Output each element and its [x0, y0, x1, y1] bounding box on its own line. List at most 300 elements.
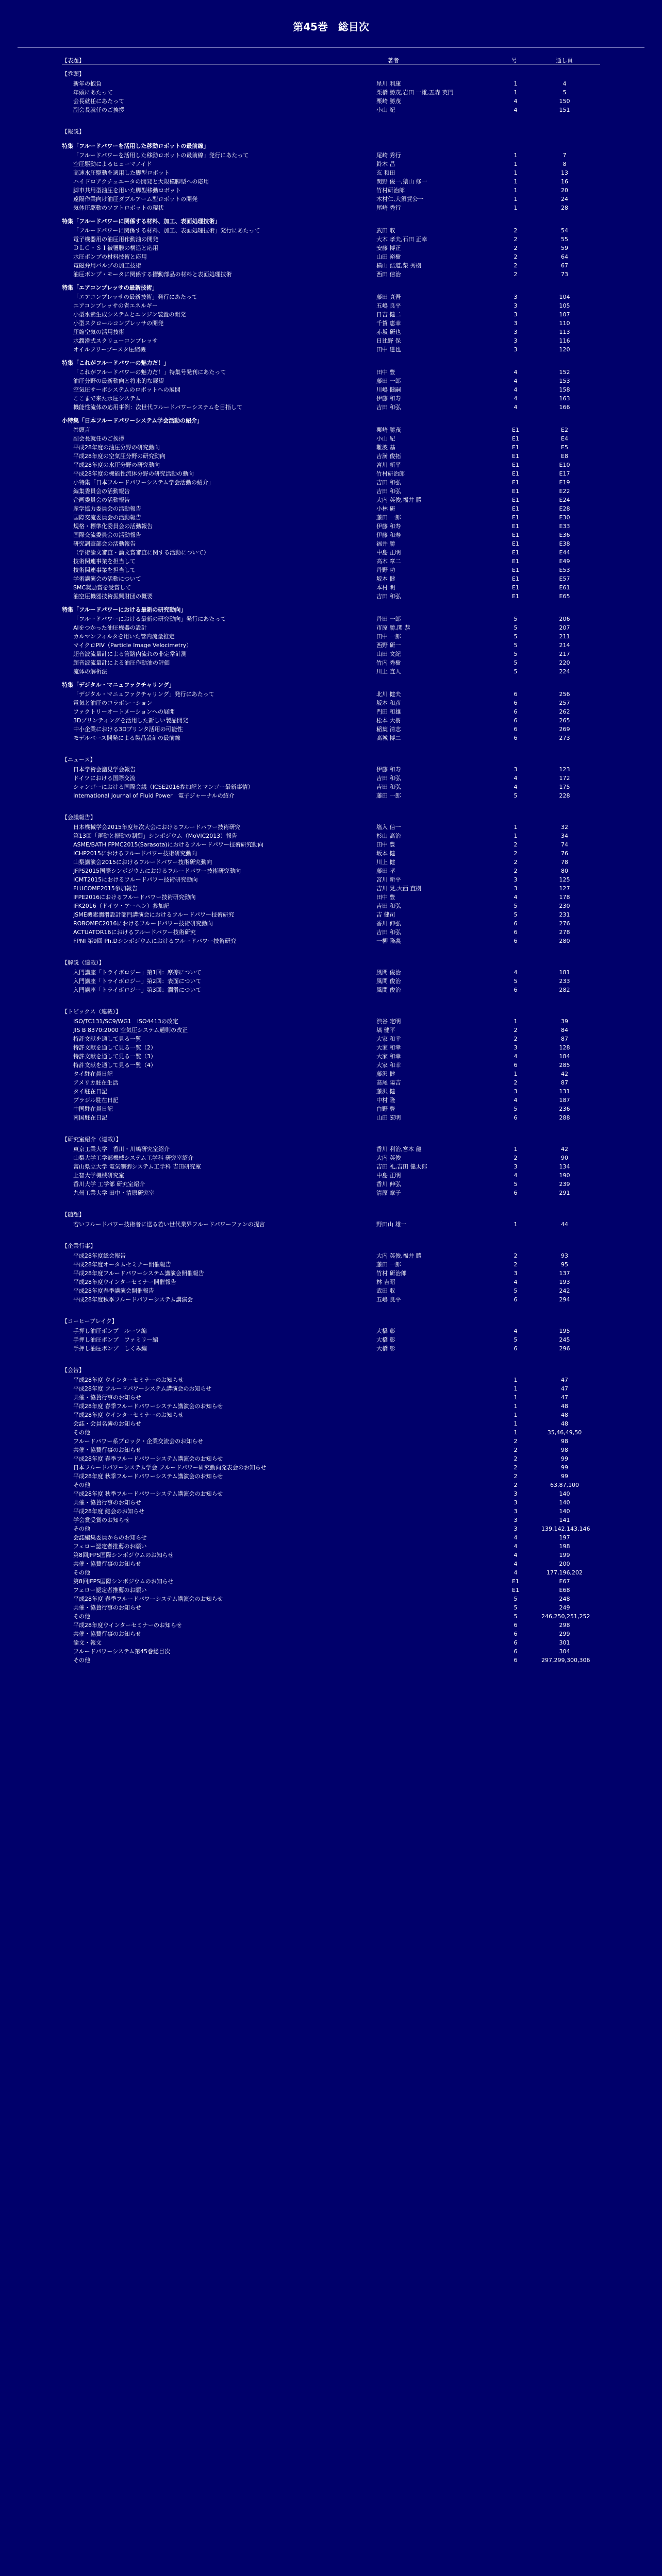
article-title[interactable]: 第13回「運動と振動の制御」シンポジウム（MoVIC2013）報告: [73, 833, 238, 839]
article-title[interactable]: 平成28年度ウインターセミナーのお知らせ: [73, 1622, 182, 1629]
article-author: 伊藤 和寿: [376, 532, 401, 538]
article-title[interactable]: ここまで来た水圧システム: [73, 395, 141, 402]
article-title[interactable]: 日本フルードパワーシステム学会 フルードパワー研究動向発表会のお知らせ: [73, 1464, 267, 1471]
table-row: [62, 1411, 600, 1419]
article-author: 藤沢 健: [376, 1071, 395, 1077]
article-title[interactable]: 小型水素生成システムとエンジン装置の開発: [73, 311, 186, 318]
table-row: [62, 1035, 600, 1043]
table-row: [62, 461, 600, 469]
article-title[interactable]: 平成28年度 ウインターセミナーのお知らせ: [73, 1377, 184, 1383]
article-author: 中村 隆: [376, 1097, 395, 1104]
article-author: 安藤 博正: [376, 245, 401, 251]
article-title[interactable]: 特許文献を通して見る一覧（2）: [73, 1044, 156, 1051]
issue-number: 3: [514, 876, 518, 883]
article-title[interactable]: JFPS2015国際シンポジウムにおけるフルードパワー技術研究動向: [73, 868, 241, 874]
table-row: [62, 79, 600, 88]
article-title[interactable]: AIをつかった油圧機器の設計: [73, 624, 147, 631]
section-heading: 【研究室紹介（連載）】: [62, 1136, 122, 1143]
page-number: 20: [561, 187, 568, 194]
table-row: [62, 1533, 600, 1542]
article-title[interactable]: 論文・報文: [73, 1639, 102, 1646]
article-author: 白野 豊: [376, 1106, 395, 1112]
article-title[interactable]: 特許文献を通して見る一覧（3）: [73, 1053, 156, 1060]
table-row: [62, 160, 600, 168]
article-title[interactable]: ICHP2015におけるフルードパワー技術研究動向: [73, 850, 197, 857]
article-author: 野田山 雄一: [376, 1221, 407, 1228]
article-title[interactable]: 共催・協賛行事のお知らせ: [73, 1394, 141, 1401]
article-title[interactable]: 巻頭言: [73, 427, 90, 433]
article-title[interactable]: その他: [73, 1526, 90, 1532]
article-author: 千賀 恵幸: [376, 320, 401, 327]
issue-number: 2: [514, 868, 518, 874]
table-row: [62, 557, 600, 566]
article-author: 門田 和雄: [376, 708, 401, 715]
article-title[interactable]: 平成28年度 春季フルードパワーシステム講演会のお知らせ: [73, 1596, 223, 1602]
article-title[interactable]: ICMT2015におけるフルードパワー技術研究動向: [73, 876, 198, 883]
article-title[interactable]: 上智大学機械研究室: [73, 1172, 124, 1179]
table-row: [62, 1220, 600, 1229]
issue-number: 2: [514, 1027, 518, 1033]
article-title[interactable]: 「エアコンプレッサの最新技術」発行にあたって: [73, 294, 197, 300]
table-row: [62, 1542, 600, 1551]
article-author: 宮川 新平: [376, 462, 401, 468]
article-title[interactable]: その他: [73, 1657, 90, 1664]
article-title[interactable]: 「フルードパワーに関係する材料、加工、表面処理技術」発行にあたって: [73, 227, 260, 234]
article-title[interactable]: 手押し油圧ポンプ ファミリー編: [73, 1336, 158, 1343]
article-title[interactable]: タイ駐在員日記: [73, 1071, 113, 1077]
issue-number: 6: [514, 691, 518, 698]
article-title[interactable]: 気体圧駆動のソフトロボットの現状: [73, 205, 164, 211]
page-number: 190: [559, 1172, 570, 1179]
article-title[interactable]: 共催・協賛行事のお知らせ: [73, 1447, 141, 1453]
article-title[interactable]: 平成28年度春季講演会開催報告: [73, 1287, 154, 1294]
article-title[interactable]: 第8回JFPS国際シンポジウムのお知らせ: [73, 1552, 174, 1558]
article-title[interactable]: 学会賞受賞のお知らせ: [73, 1517, 130, 1523]
section-heading: 【会告】: [62, 1367, 85, 1374]
article-title[interactable]: 超音波流量計による油圧作動油の評価: [73, 659, 170, 666]
article-title[interactable]: 共催・協賛行事のお知らせ: [73, 1631, 141, 1637]
article-title[interactable]: 脚車共用型油圧を用いた脚型移動ロボット: [73, 187, 181, 194]
issue-number: E1: [512, 497, 519, 503]
article-title[interactable]: 平成28年度の空気圧分野の研究動向: [73, 453, 166, 460]
article-title[interactable]: 超音波流量計による管路内流れの非定常計測: [73, 651, 187, 657]
page-number: 48: [561, 1420, 568, 1427]
page-number: 90: [561, 1155, 568, 1161]
spacer: [62, 114, 600, 123]
article-title[interactable]: オイルフリーブースタ圧縮機: [73, 346, 146, 353]
page-number: 116: [559, 337, 570, 344]
page-number: E67: [559, 1578, 570, 1585]
table-row: [62, 650, 600, 658]
article-title[interactable]: （学術論文審査・論文賞審査に関する活動について）: [73, 549, 209, 556]
section: [62, 69, 600, 123]
article-title[interactable]: フルードパワー系ブロック・企業交流会のお知らせ: [73, 1438, 203, 1445]
page-number: 137: [559, 1270, 570, 1277]
article-title[interactable]: 流体の解析法: [73, 668, 107, 675]
issue-number: 3: [514, 1044, 518, 1051]
page-number: 55: [561, 236, 568, 243]
article-title[interactable]: 富山県立大学 電気制御システム工学科 吉田研究室: [73, 1163, 201, 1170]
page-number: 99: [561, 1455, 568, 1462]
article-title[interactable]: 手押し油圧ポンプ しくみ編: [73, 1345, 147, 1352]
article-title[interactable]: 機能性流体の応用事例：次世代フルードパワーシステムを目指して: [73, 404, 243, 411]
page-number: 48: [561, 1403, 568, 1410]
table-row: [62, 1327, 600, 1335]
table-row: [62, 1647, 600, 1656]
issue-number: 3: [514, 346, 518, 353]
article-title[interactable]: ファクトリーオートメーションへの展開: [73, 708, 175, 715]
article-title[interactable]: 会誌編集委員からのお知らせ: [73, 1534, 147, 1541]
page-number: 228: [559, 792, 570, 799]
article-title[interactable]: 小型スクロールコンプレッサの開発: [73, 320, 164, 327]
article-title[interactable]: 油空圧機器技術振興財団の概要: [73, 593, 153, 600]
page-number: 32: [561, 824, 568, 831]
article-title[interactable]: ドイツにおける国際交流: [73, 775, 136, 782]
page-number: 34: [561, 833, 568, 839]
article-author: 伊藤 和寿: [376, 523, 401, 530]
table-row: [62, 426, 600, 434]
article-title[interactable]: ISO/TC131/SC9/WG1 ISO4413の改定: [73, 1018, 178, 1025]
table-row: [62, 301, 600, 310]
table-row: [62, 377, 600, 385]
article-title[interactable]: その他: [73, 1569, 90, 1576]
article-title[interactable]: 平成28年度 秋季フルードパワーシステム講演会のお知らせ: [73, 1473, 223, 1480]
article-title[interactable]: IFK2016（ドイツ・アーヘン）参加記: [73, 903, 170, 909]
issue-number: 1: [514, 170, 518, 176]
issue-number: 4: [514, 107, 518, 113]
article-author: 田中 豊: [376, 894, 395, 901]
article-title[interactable]: 空気圧サーボシステムのロボットへの展開: [73, 386, 180, 393]
article-title[interactable]: 3Dプリンティングを活用した新しい製品開発: [73, 717, 188, 724]
issue-number: 1: [514, 1018, 518, 1025]
issue-number: 3: [514, 1526, 518, 1532]
issue-number: 4: [514, 1543, 518, 1550]
article-author: 吉 健司: [376, 911, 395, 918]
page-number: 298: [559, 1622, 570, 1629]
issue-number: 2: [514, 1455, 518, 1462]
article-title[interactable]: その他: [73, 1482, 90, 1488]
table-row: [62, 1402, 600, 1411]
table-row: [62, 1393, 600, 1402]
page-number: 140: [559, 1499, 570, 1506]
table-row: [62, 531, 600, 539]
article-title[interactable]: 平成28年度 秋季フルードパワーシステム講演会のお知らせ: [73, 1490, 223, 1497]
table-row: [62, 1586, 600, 1595]
issue-number: 6: [514, 735, 518, 741]
article-title[interactable]: FPNI 第9回 Ph.Dシンポジウムにおけるフルードパワー技術研究: [73, 938, 236, 944]
article-title[interactable]: 平成28年度 総会のお知らせ: [73, 1508, 145, 1515]
issue-number: 2: [514, 1482, 518, 1488]
article-author: 藤沢 健: [376, 1088, 395, 1095]
issue-number: E1: [512, 444, 519, 451]
article-title[interactable]: 共催・協賛行事のお知らせ: [73, 1561, 141, 1567]
article-title[interactable]: 「フルードパワーを活用した移動ロボットの最前線」発行にあたって: [73, 152, 249, 159]
table-row: [62, 977, 600, 986]
table-row: [62, 1516, 600, 1524]
article-title[interactable]: 入門講座「トライボロジー」第3回：潤滑について: [73, 987, 202, 993]
issue-number: 1: [514, 89, 518, 96]
article-title[interactable]: 国際交流委員会の活動報告: [73, 514, 141, 521]
article-title[interactable]: 「デジタル・マニュファクチャリング」発行にあたって: [73, 691, 214, 698]
page-number: E17: [559, 470, 570, 477]
article-title[interactable]: 中小企業における3Dプリンタ活用の可能性: [73, 726, 183, 733]
section-heading: 【解説（連載）】: [62, 959, 105, 966]
table-row: [62, 774, 600, 783]
article-title[interactable]: 企画委員会の活動報告: [73, 497, 130, 503]
table-row: [62, 884, 600, 893]
article-title[interactable]: JSME機素潤滑設計部門講演会におけるフルードパワー技術研究: [73, 911, 235, 918]
article-author: 大家 和幸: [376, 1036, 401, 1042]
table-row: [62, 1017, 600, 1026]
article-title[interactable]: ＤＬＣ・ＳＩ被覆膜の構造と応用: [73, 245, 158, 251]
article-title[interactable]: カルマンフィルタを用いた管内流量推定: [73, 633, 175, 640]
table-row: [62, 910, 600, 919]
issue-number: 4: [514, 894, 518, 901]
article-title[interactable]: 平成28年度フルードパワーシステム講演会開催報告: [73, 1270, 205, 1277]
article-title[interactable]: International Journal of Fluid Power 電子ジャーナルの紹介: [73, 792, 235, 799]
article-title[interactable]: 研究調査部会の活動報告: [73, 540, 136, 547]
article-title[interactable]: SMC奨励賞を受賞して: [73, 584, 131, 591]
article-title[interactable]: 特許文献を通して見る一覧（4）: [73, 1062, 156, 1069]
article-title[interactable]: 平成28年度の機能性流体分野の研究活動の動向: [73, 470, 194, 477]
article-title[interactable]: モデルベース開発による製品設計の最前線: [73, 735, 180, 741]
article-author: 山田 文紀: [376, 651, 401, 657]
table-row: [62, 319, 600, 328]
issue-number: 1: [514, 1146, 518, 1153]
issue-number: 3: [514, 337, 518, 344]
article-title[interactable]: 編集委員会の活動報告: [73, 488, 130, 495]
issue-number: E1: [512, 479, 519, 486]
article-title[interactable]: タイ駐在日記: [73, 1088, 107, 1095]
page-number: 239: [559, 1181, 570, 1188]
spacer: [62, 945, 600, 954]
article-title[interactable]: 特許文献を通して見る一覧: [73, 1036, 141, 1042]
table-row: [62, 875, 600, 884]
page-number: 262: [559, 708, 570, 715]
article-author: 日比野 保: [376, 337, 401, 344]
article-title[interactable]: 平成28年度 春季フルードパワーシステム講演会のお知らせ: [73, 1403, 223, 1410]
article-title[interactable]: ASME/BATH FPMC2015(Sarasota)におけるフルードパワー技術研究動向: [73, 841, 263, 848]
section: [62, 812, 600, 954]
page-number: E49: [559, 558, 570, 565]
article-title[interactable]: 水圧ポンプの材料技術と応用: [73, 253, 147, 260]
table-row: [62, 1463, 600, 1472]
article-title[interactable]: その他: [73, 1613, 90, 1620]
article-title[interactable]: 電気と油圧のコラボレーション: [73, 700, 153, 706]
article-title[interactable]: 空圧駆動によるヒューマノイド: [73, 161, 152, 167]
article-author: 大家 和幸: [376, 1062, 401, 1069]
issue-number: 3: [514, 320, 518, 327]
article-title[interactable]: 東京工業大学 香川・川嶋研究室紹介: [73, 1146, 170, 1153]
article-author: 松本 大樹: [376, 717, 401, 724]
article-title[interactable]: 平成28年度秋季フルードパワーシステム講演会: [73, 1296, 193, 1303]
article-title[interactable]: 平成28年度 ウインターセミナーのお知らせ: [73, 1412, 184, 1418]
article-author: 五嶋 良平: [376, 302, 401, 309]
article-title[interactable]: JIS B 8370:2000 空気圧システム通則の改正: [73, 1027, 188, 1033]
issue-number: 1: [514, 187, 518, 194]
table-row: [62, 539, 600, 548]
table-row: [62, 1621, 600, 1630]
issue-number: E1: [512, 1578, 519, 1585]
article-title[interactable]: 年頭にあたって: [73, 89, 113, 96]
article-title[interactable]: ブラジル駐在日記: [73, 1097, 119, 1104]
article-title[interactable]: 山梨講演会2015におけるフルードパワー技術研究動向: [73, 859, 212, 866]
issue-number: 1: [514, 1403, 518, 1410]
table-row: [62, 699, 600, 707]
page-number: 242: [559, 1287, 570, 1294]
article-title[interactable]: 「フルードパワーにおける最新の研究動向」発行にあたって: [73, 616, 226, 622]
section-heading: 【会議報告】: [62, 814, 96, 821]
page-number: 87: [561, 1036, 568, 1042]
article-title[interactable]: 南国駐在日記: [73, 1114, 107, 1121]
article-author: 大橋 彰: [376, 1328, 395, 1334]
issue-number: 4: [514, 1279, 518, 1285]
issue-number: 3: [514, 329, 518, 335]
article-title[interactable]: ACTUATOR16におけるフルードパワー技術研究: [73, 929, 196, 936]
spacer: [62, 1353, 600, 1361]
divider: [18, 47, 644, 48]
article-title[interactable]: エアコンプレッサの省エネルギー: [73, 302, 158, 309]
article-title[interactable]: IFPE2016におけるフルードパワー技術研究動向: [73, 894, 196, 901]
issue-number: 5: [514, 668, 518, 675]
article-title[interactable]: 技術関連事業を担当して: [73, 567, 136, 573]
article-author: 田中 豊: [376, 369, 395, 376]
article-author: 坂本 健: [376, 850, 395, 857]
table-row: [62, 195, 600, 204]
page-number: 5: [562, 89, 567, 96]
section-heading: 【企業行事】: [62, 1243, 96, 1249]
article-title[interactable]: 技術関連事業を担当して: [73, 558, 136, 565]
article-title[interactable]: 若いフルードパワー技術者に送る若い世代業界フルードパワーファンの提言: [73, 1221, 265, 1228]
article-title[interactable]: 中国駐在員日記: [73, 1106, 113, 1112]
article-title[interactable]: 副会長就任のご挨拶: [73, 435, 124, 442]
issue-number: E1: [512, 453, 519, 460]
article-title[interactable]: 高速水圧駆動を適用した脚型ロボット: [73, 170, 170, 176]
issue-number: 4: [514, 369, 518, 376]
issue-number: 1: [514, 1377, 518, 1383]
table-row: [62, 1656, 600, 1665]
article-title[interactable]: 電磁弁用バルブの加工技術: [73, 262, 141, 269]
article-title[interactable]: アメリカ駐在生活: [73, 1079, 119, 1086]
article-title[interactable]: その他: [73, 1429, 90, 1436]
article-title[interactable]: 新年の抱負: [73, 80, 102, 87]
article-title[interactable]: 油圧分野の最新動向と将来的な展望: [73, 378, 164, 384]
article-title[interactable]: 共催・協賛行事のお知らせ: [73, 1604, 141, 1611]
issue-number: 1: [514, 152, 518, 159]
article-title[interactable]: 平成28年度ウインターセミナー開催報告: [73, 1279, 177, 1285]
article-title[interactable]: 「これがフルードパワーの魅力だ！」特集号発刊にあたって: [73, 369, 226, 376]
article-title[interactable]: 平成28年度総会報告: [73, 1252, 126, 1259]
article-title[interactable]: 共催・協賛行事のお知らせ: [73, 1499, 141, 1506]
article-title[interactable]: フェロー認定者推薦のお願い: [73, 1587, 147, 1594]
table-row: [62, 403, 600, 412]
article-title[interactable]: ROBOMEC2016におけるフルードパワー技術研究動向: [73, 920, 213, 927]
article-title[interactable]: マイクロPIV（Particle Image Velocimetry）: [73, 642, 192, 649]
issue-number: E1: [512, 470, 519, 477]
article-author: 大家 和幸: [376, 1053, 401, 1060]
issue-number: 2: [514, 841, 518, 848]
section-heading: 【トピックス（連載）】: [62, 1008, 121, 1015]
issue-number: 2: [514, 1438, 518, 1445]
page-number: 141: [559, 1517, 570, 1523]
article-title[interactable]: 小特集「日本フルードパワーシステム学会活動の紹介」: [73, 479, 214, 486]
article-title[interactable]: シャンゴーにおける国際会議（ICSE2016参加記とマンゴー最新事情）: [73, 784, 254, 790]
article-author: 香川 伸弘: [376, 920, 401, 927]
page-number: 110: [559, 320, 570, 327]
article-title[interactable]: フェロー認定者推薦のお願い: [73, 1543, 147, 1550]
article-title[interactable]: 平成28年度の水圧分野の研究動向: [73, 462, 160, 468]
article-title[interactable]: 圧縮空気の活用技術: [73, 329, 124, 335]
table-row: [62, 725, 600, 734]
article-title[interactable]: 会誌・会員名簿のお知らせ: [73, 1420, 141, 1427]
article-title[interactable]: 平成28年度の油圧分野の研究動向: [73, 444, 160, 451]
article-author: 藤田 一郎: [376, 792, 401, 799]
article-title[interactable]: 副会長就任のご挨拶: [73, 107, 124, 113]
page-number: 140: [559, 1490, 570, 1497]
article-title[interactable]: 第8回JFPS国際シンポジウムのお知らせ: [73, 1578, 174, 1585]
issue-number: E1: [512, 523, 519, 530]
issue-number: 1: [514, 833, 518, 839]
page-number: 134: [559, 1163, 570, 1170]
page-number: 120: [559, 346, 570, 353]
article-title[interactable]: 手押し油圧ポンプ ルーツ編: [73, 1328, 147, 1334]
article-title[interactable]: 入門講座「トライボロジー」第2回：表面について: [73, 978, 202, 985]
table-row: [62, 791, 600, 800]
page-number: 59: [561, 245, 568, 251]
article-title[interactable]: 産学協力委員会の活動報告: [73, 505, 141, 512]
article-title[interactable]: 日本機械学会2015年度年次大会におけるフルードパワー技術研究: [73, 824, 241, 831]
page-number: 139,142,143,146: [541, 1526, 590, 1532]
spacer: [62, 1304, 600, 1312]
article-title[interactable]: 九州工業大学 田中・清原研究室: [73, 1190, 155, 1196]
page-number: 98: [561, 1447, 568, 1453]
page-number: 84: [561, 1027, 568, 1033]
page-number: 301: [559, 1639, 570, 1646]
article-title[interactable]: 香川大学 工学部 研究室紹介: [73, 1181, 145, 1188]
page-number: 13: [561, 170, 568, 176]
article-author: 吉田 和弘: [376, 784, 401, 790]
issue-number: 5: [514, 616, 518, 622]
article-title[interactable]: FLUCOME2015参加報告: [73, 885, 138, 892]
article-author: 川上 直人: [376, 668, 401, 675]
article-title[interactable]: 日本学術会議見学会報告: [73, 766, 136, 773]
article-title[interactable]: 国際交流委員会の活動報告: [73, 532, 141, 538]
article-title[interactable]: 会長就任にあたって: [73, 98, 124, 105]
article-title[interactable]: 平成28年度 フルードパワーシステム講演会のお知らせ: [73, 1385, 212, 1392]
table-row: [62, 1180, 600, 1189]
article-title[interactable]: 電子機器用の油圧用作動油の開発: [73, 236, 158, 243]
article-title[interactable]: 学術講演会の活動について: [73, 575, 141, 582]
article-author: 武田 収: [376, 227, 395, 234]
article-title[interactable]: 水潤滑式スクリューコンプレッサ: [73, 337, 158, 344]
page-number: 87: [561, 1079, 568, 1086]
article-title[interactable]: 入門講座「トライボロジー」第1回：摩擦について: [73, 969, 202, 976]
table-row: [62, 487, 600, 496]
page-number: 54: [561, 227, 568, 234]
page-number: 299: [559, 1631, 570, 1637]
article-title[interactable]: 遠隔作業向け油圧ダブルアーム型ロボットの開発: [73, 196, 198, 202]
page-number: 4: [562, 80, 567, 87]
article-title[interactable]: 平成28年度オータムセミナー開催報告: [73, 1261, 171, 1268]
article-title[interactable]: 平成28年度 春季フルードパワーシステム講演会のお知らせ: [73, 1455, 223, 1462]
page-number: 220: [559, 659, 570, 666]
article-title[interactable]: 規格・標準化委員会の活動報告: [73, 523, 153, 530]
article-title[interactable]: ハイドロアクチュエータの開発と大規模脚型への応用: [73, 178, 209, 185]
article-title[interactable]: フルードパワーシステム第45巻総目次: [73, 1648, 171, 1655]
article-title[interactable]: 油圧ポンプ・モータに関係する摺動部品の材料と表面処理技術: [73, 271, 232, 278]
article-title[interactable]: 山梨大学工学部機械システム工学科 研究室紹介: [73, 1155, 194, 1161]
issue-number: 5: [514, 911, 518, 918]
